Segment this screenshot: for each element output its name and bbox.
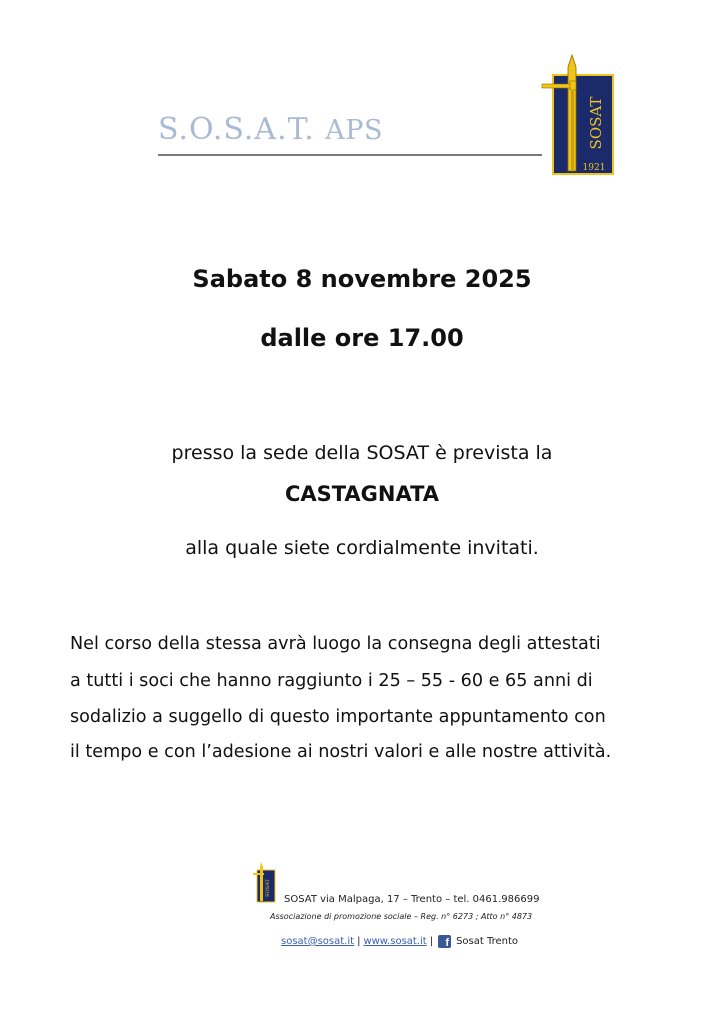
brand-name: S.O.S.A.T. [158, 112, 315, 147]
body-line: il tempo e con l’adesione ai nostri valori e alle nostre attività. [70, 742, 612, 762]
logo-year: 1921 [582, 163, 606, 173]
email-link[interactable]: sosat@sosat.it [281, 936, 355, 947]
footer-association: Associazione di promozione sociale – Reg. n° 6273 ; Atto n° 4873 [270, 912, 533, 921]
facebook-icon[interactable]: f [438, 935, 451, 948]
body-line: sodalizio a suggello di questo importante appuntamento con [70, 707, 606, 727]
footer-logo-text: SOSAT [265, 879, 271, 897]
logo-text: SOSAT [587, 96, 605, 150]
footer-links [281, 935, 518, 948]
footer-logo [251, 862, 276, 903]
link-separator: | [429, 936, 434, 947]
link-separator: | [357, 936, 361, 947]
event-date: Sabato 8 novembre 2025 [192, 265, 532, 293]
body-line: Nel corso della stessa avrà luogo la consegna degli attestati [70, 634, 601, 654]
footer-address: SOSAT via Malpaga, 17 – Trento – tel. 0461.986699 [284, 894, 540, 905]
brand-suffix: APS [325, 115, 383, 146]
event-name: CASTAGNATA [284, 482, 440, 506]
event-intro: presso la sede della SOSAT è prevista la [171, 442, 553, 464]
brand-underline [158, 154, 542, 156]
body-line: a tutti i soci che hanno raggiunto i 25 – 55 - 60 e 65 anni di [70, 671, 593, 691]
facebook-page-label: Sosat Trento [456, 936, 519, 947]
event-invitation: alla quale siete cordialmente invitati. [185, 537, 539, 559]
website-link[interactable]: www.sosat.it [363, 936, 427, 947]
sosat-logo [541, 53, 616, 177]
brand-wordmark [158, 112, 383, 147]
event-time: dalle ore 17.00 [260, 324, 464, 352]
